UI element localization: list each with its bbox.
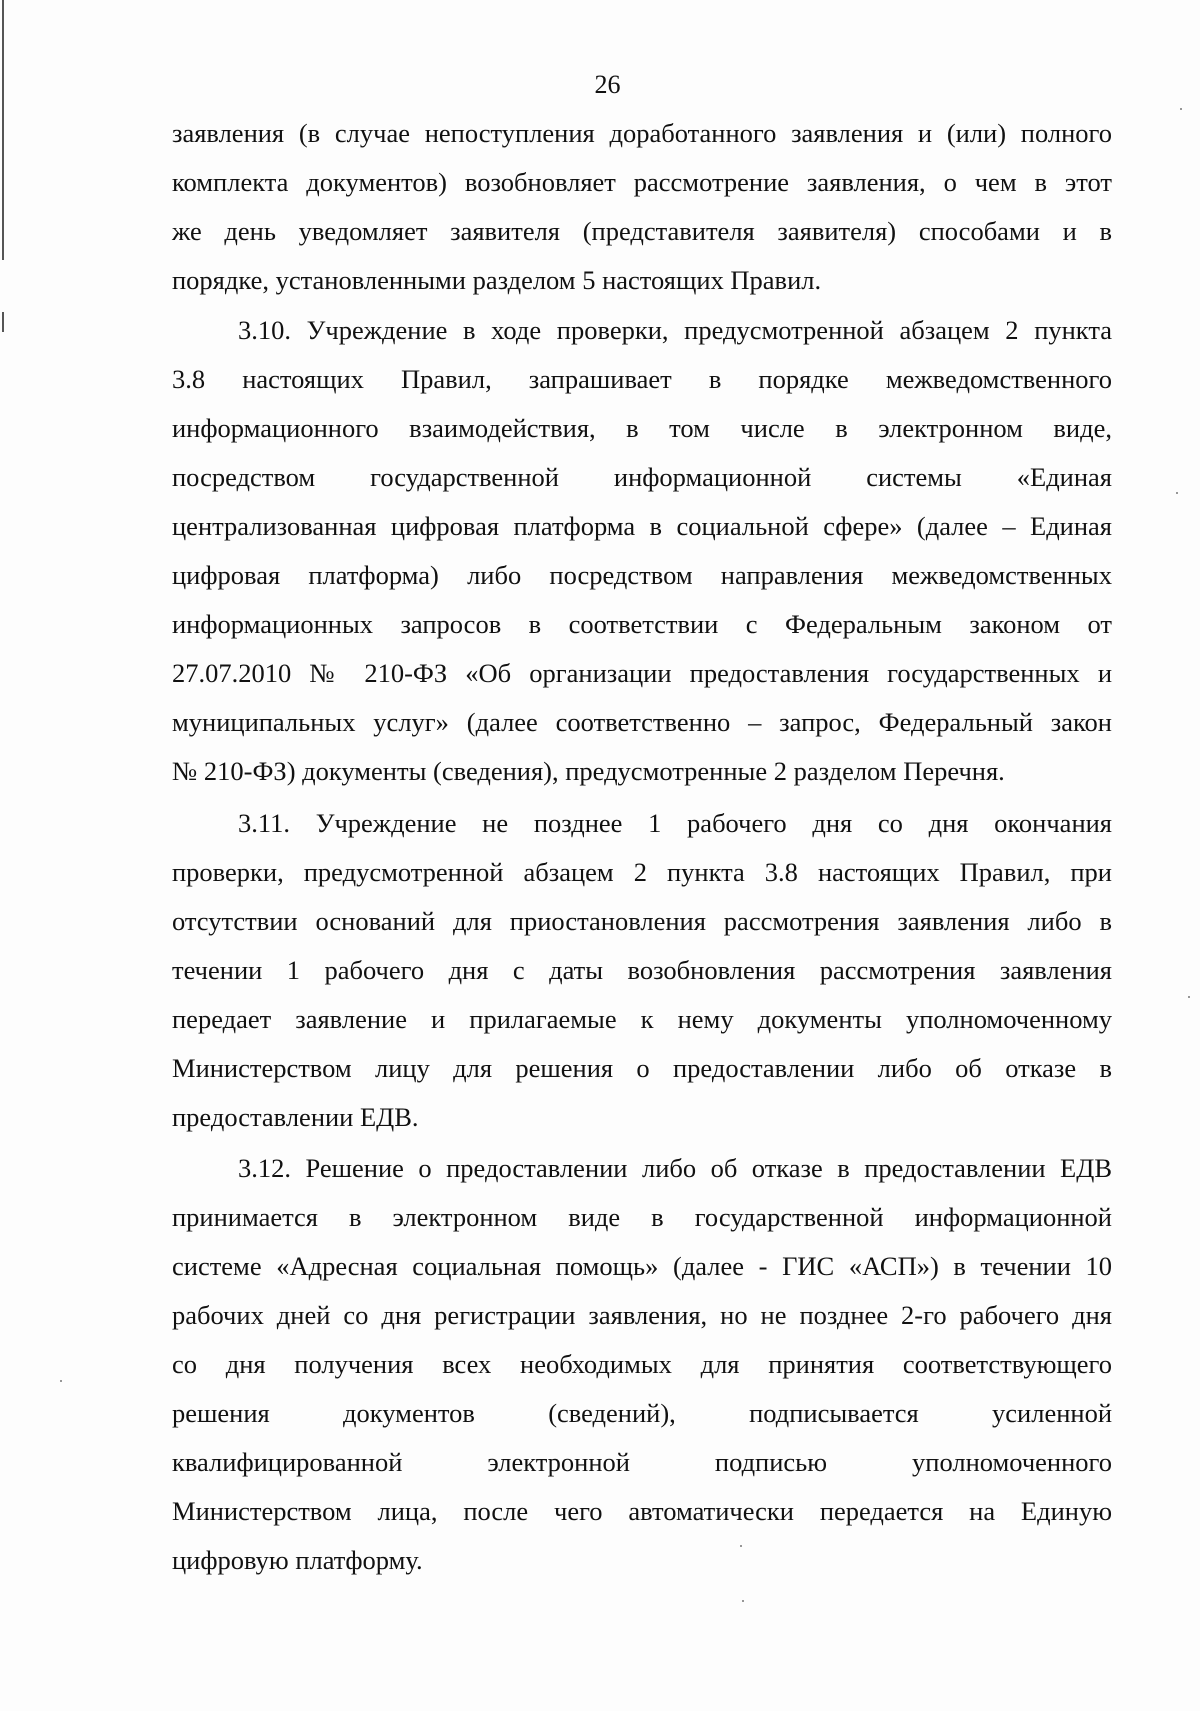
text-line: принимается в электронном виде в государственной информационной (172, 1202, 1112, 1232)
text-line: течении 1 рабочего дня с даты возобновления рассмотрения заявления (172, 955, 1112, 985)
text-line: цифровая платформа) либо посредством направления межведомственных (172, 560, 1112, 590)
page-number: 26 (594, 70, 621, 99)
text-line: решения документов (сведений), подписывается усиленной (172, 1398, 1112, 1428)
text-line: Министерством лицу для решения о предоставлении либо об отказе в (172, 1053, 1112, 1083)
text-line: системе «Адресная социальная помощь» (далее - ГИС «АСП») в течении 10 (172, 1251, 1112, 1281)
text-line: 3.8 настоящих Правил, запрашивает в порядке межведомственного (172, 364, 1112, 394)
text-line: отсутствии оснований для приостановления рассмотрения заявления либо в (172, 906, 1112, 936)
scan-edge-mark (2, 0, 4, 260)
scan-speck (60, 1380, 62, 1382)
text-line: 3.10. Учреждение в ходе проверки, предусмотренной абзацем 2 пункта (238, 315, 1112, 345)
text-line: 27.07.2010 № 210-ФЗ «Об организации предоставления государственных и (172, 658, 1112, 688)
scan-speck (1188, 996, 1190, 998)
text-line: передает заявление и прилагаемые к нему документы уполномоченному (172, 1004, 1112, 1034)
scan-speck (1180, 108, 1182, 110)
scan-speck (1176, 492, 1178, 494)
paragraph-3-12 (172, 1144, 1112, 1585)
text-line: проверки, предусмотренной абзацем 2 пункта 3.8 настоящих Правил, при (172, 857, 1112, 887)
text-line: 3.11. Учреждение не позднее 1 рабочего дня со дня окончания (238, 808, 1112, 838)
text-line: информационных запросов в соответствии с Федеральным законом от (172, 609, 1112, 639)
scan-edge-mark (2, 312, 4, 332)
paragraph-3-10 (172, 306, 1112, 796)
text-line: со дня получения всех необходимых для принятия соответствующего (172, 1349, 1112, 1379)
text-line: Министерством лица, после чего автоматически передается на Единую (172, 1496, 1112, 1526)
text-line: муниципальных услуг» (далее соответственно – запрос, Федеральный закон (172, 707, 1112, 737)
paragraph-continuation (172, 109, 1112, 305)
text-line: централизованная цифровая платформа в социальной сфере» (далее – Единая (172, 511, 1112, 541)
text-line: № 210-ФЗ) документы (сведения), предусмотренные 2 разделом Перечня. (172, 756, 1005, 786)
text-line: порядке, установленными разделом 5 настоящих Правил. (172, 265, 822, 295)
text-line: заявления (в случае непоступления доработанного заявления и (или) полного (172, 118, 1112, 148)
text-line: рабочих дней со дня регистрации заявления, но не позднее 2-го рабочего дня (172, 1300, 1112, 1330)
text-line: цифровую платформу. (172, 1545, 423, 1575)
text-line: предоставлении ЕДВ. (172, 1102, 419, 1132)
paragraph-3-11 (172, 799, 1112, 1142)
text-line: же день уведомляет заявителя (представителя заявителя) способами и в (172, 216, 1112, 246)
text-line: посредством государственной информационной системы «Единая (172, 462, 1112, 492)
text-line: информационного взаимодействия, в том числе в электронном виде, (172, 413, 1112, 443)
text-line: квалифицированной электронной подписью уполномоченного (172, 1447, 1112, 1477)
text-line: 3.12. Решение о предоставлении либо об отказе в предоставлении ЕДВ (238, 1153, 1112, 1183)
text-line: комплекта документов) возобновляет рассмотрение заявления, о чем в этот (172, 167, 1112, 197)
scan-speck (742, 1600, 744, 1602)
